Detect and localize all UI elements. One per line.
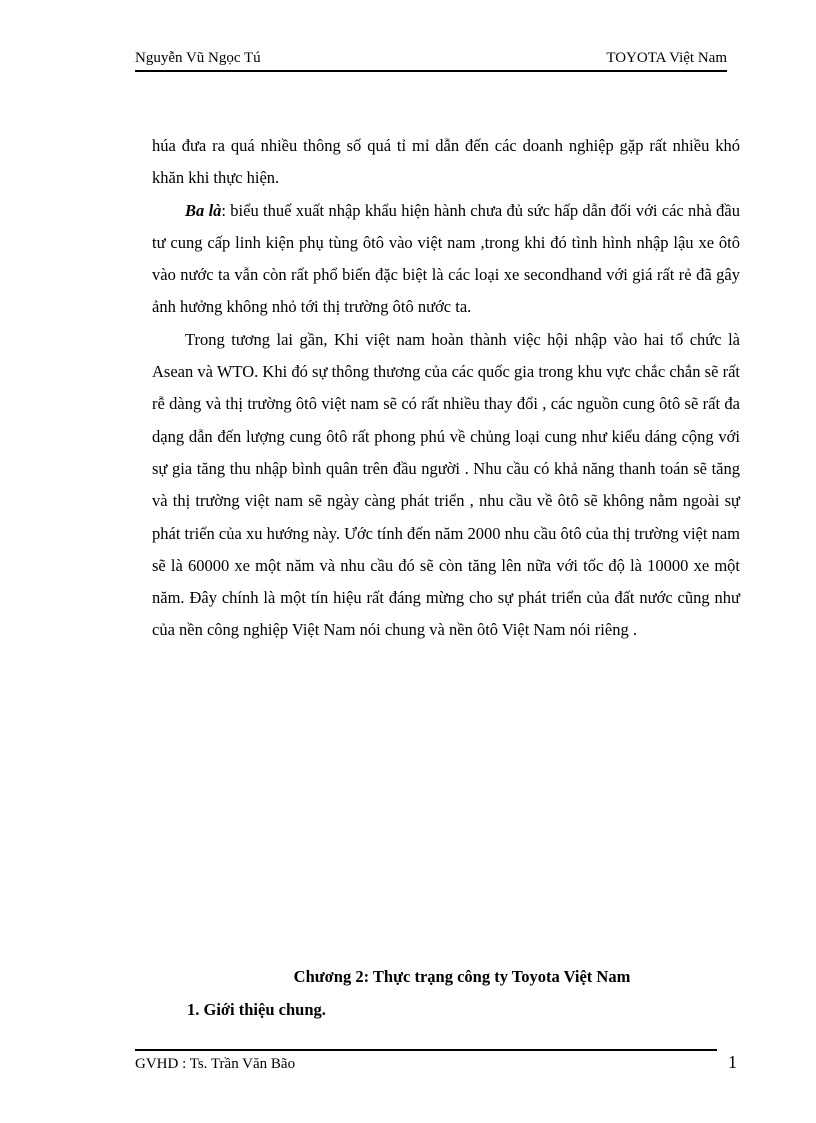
- page-header: [135, 48, 727, 72]
- paragraph-3: Trong tương lai gần, Khi việt nam hoàn thành việc hội nhập vào hai tổ chức là Asean và WTO. Khi đó sự thông thương của các quốc gia trong khu vực chắc chắn sẽ rất rễ dàng và thị trường ôtô việt nam sẽ có rất nhiều thay đổi , các nguồn cung ôtô sẽ rất đa dạng dẫn đến lượng cung ôtô rất phong phú về chủng loại cung như kiểu dáng cộng với sự gia tăng thu nhập bình quân trên đầu người . Nhu cầu có khả năng thanh toán sẽ tăng và thị trường việt nam sẽ ngày càng phát triển , nhu cầu về ôtô sẽ không nằm ngoài sự phát triển của xu hướng này. Ước tính đến năm 2000 nhu cầu ôtô của thị trường việt nam sẽ là 60000 xe một năm và nhu cầu đó sẽ còn tăng lên nữa với tốc độ là 10000 xe một năm. Đây chính là một tín hiệu rất đáng mừng cho sự phát triển của đất nước cũng như của nền công nghiệp Việt Nam nói chung và nền ôtô Việt Nam nói riêng .: [152, 329, 740, 640]
- footer-divider: [135, 1049, 717, 1051]
- section-title: 1. Giới thiệu chung.: [187, 1000, 326, 1019]
- body-text: [152, 130, 740, 647]
- header-title: TOYOTA Việt Nam: [606, 50, 727, 66]
- paragraph-2: [152, 195, 740, 324]
- chapter-title: Chương 2: Thực trạng công ty Toyota Việt Nam: [293, 967, 631, 986]
- header-author: Nguyễn Vũ Ngọc Tú: [135, 50, 261, 66]
- paragraph-2-lead: Ba là: [185, 200, 222, 220]
- paragraph-2-text: : biểu thuế xuất nhập khẩu hiện hành chưa đủ sức hấp dẫn đối với các nhà đầu tư cung cấp linh kiện phụ tùng ôtô vào việt nam ,trong khi đó tình hình nhập lậu xe ôtô vào nước ta vẫn còn rất phổ biến đặc biệt là các loại xe secondhand với giá rất rẻ đã gây ảnh hưởng không nhỏ tới thị trường ôtô nước ta.: [152, 200, 741, 317]
- paragraph-1: húa đưa ra quá nhiều thông số quá tỉ mỉ dẫn đến các doanh nghiệp gặp rất nhiều khó khăn khi thực hiện.: [152, 136, 740, 188]
- page-number: 1: [728, 1052, 737, 1072]
- footer-advisor: GVHD : Ts. Trần Văn Bão: [135, 1056, 296, 1072]
